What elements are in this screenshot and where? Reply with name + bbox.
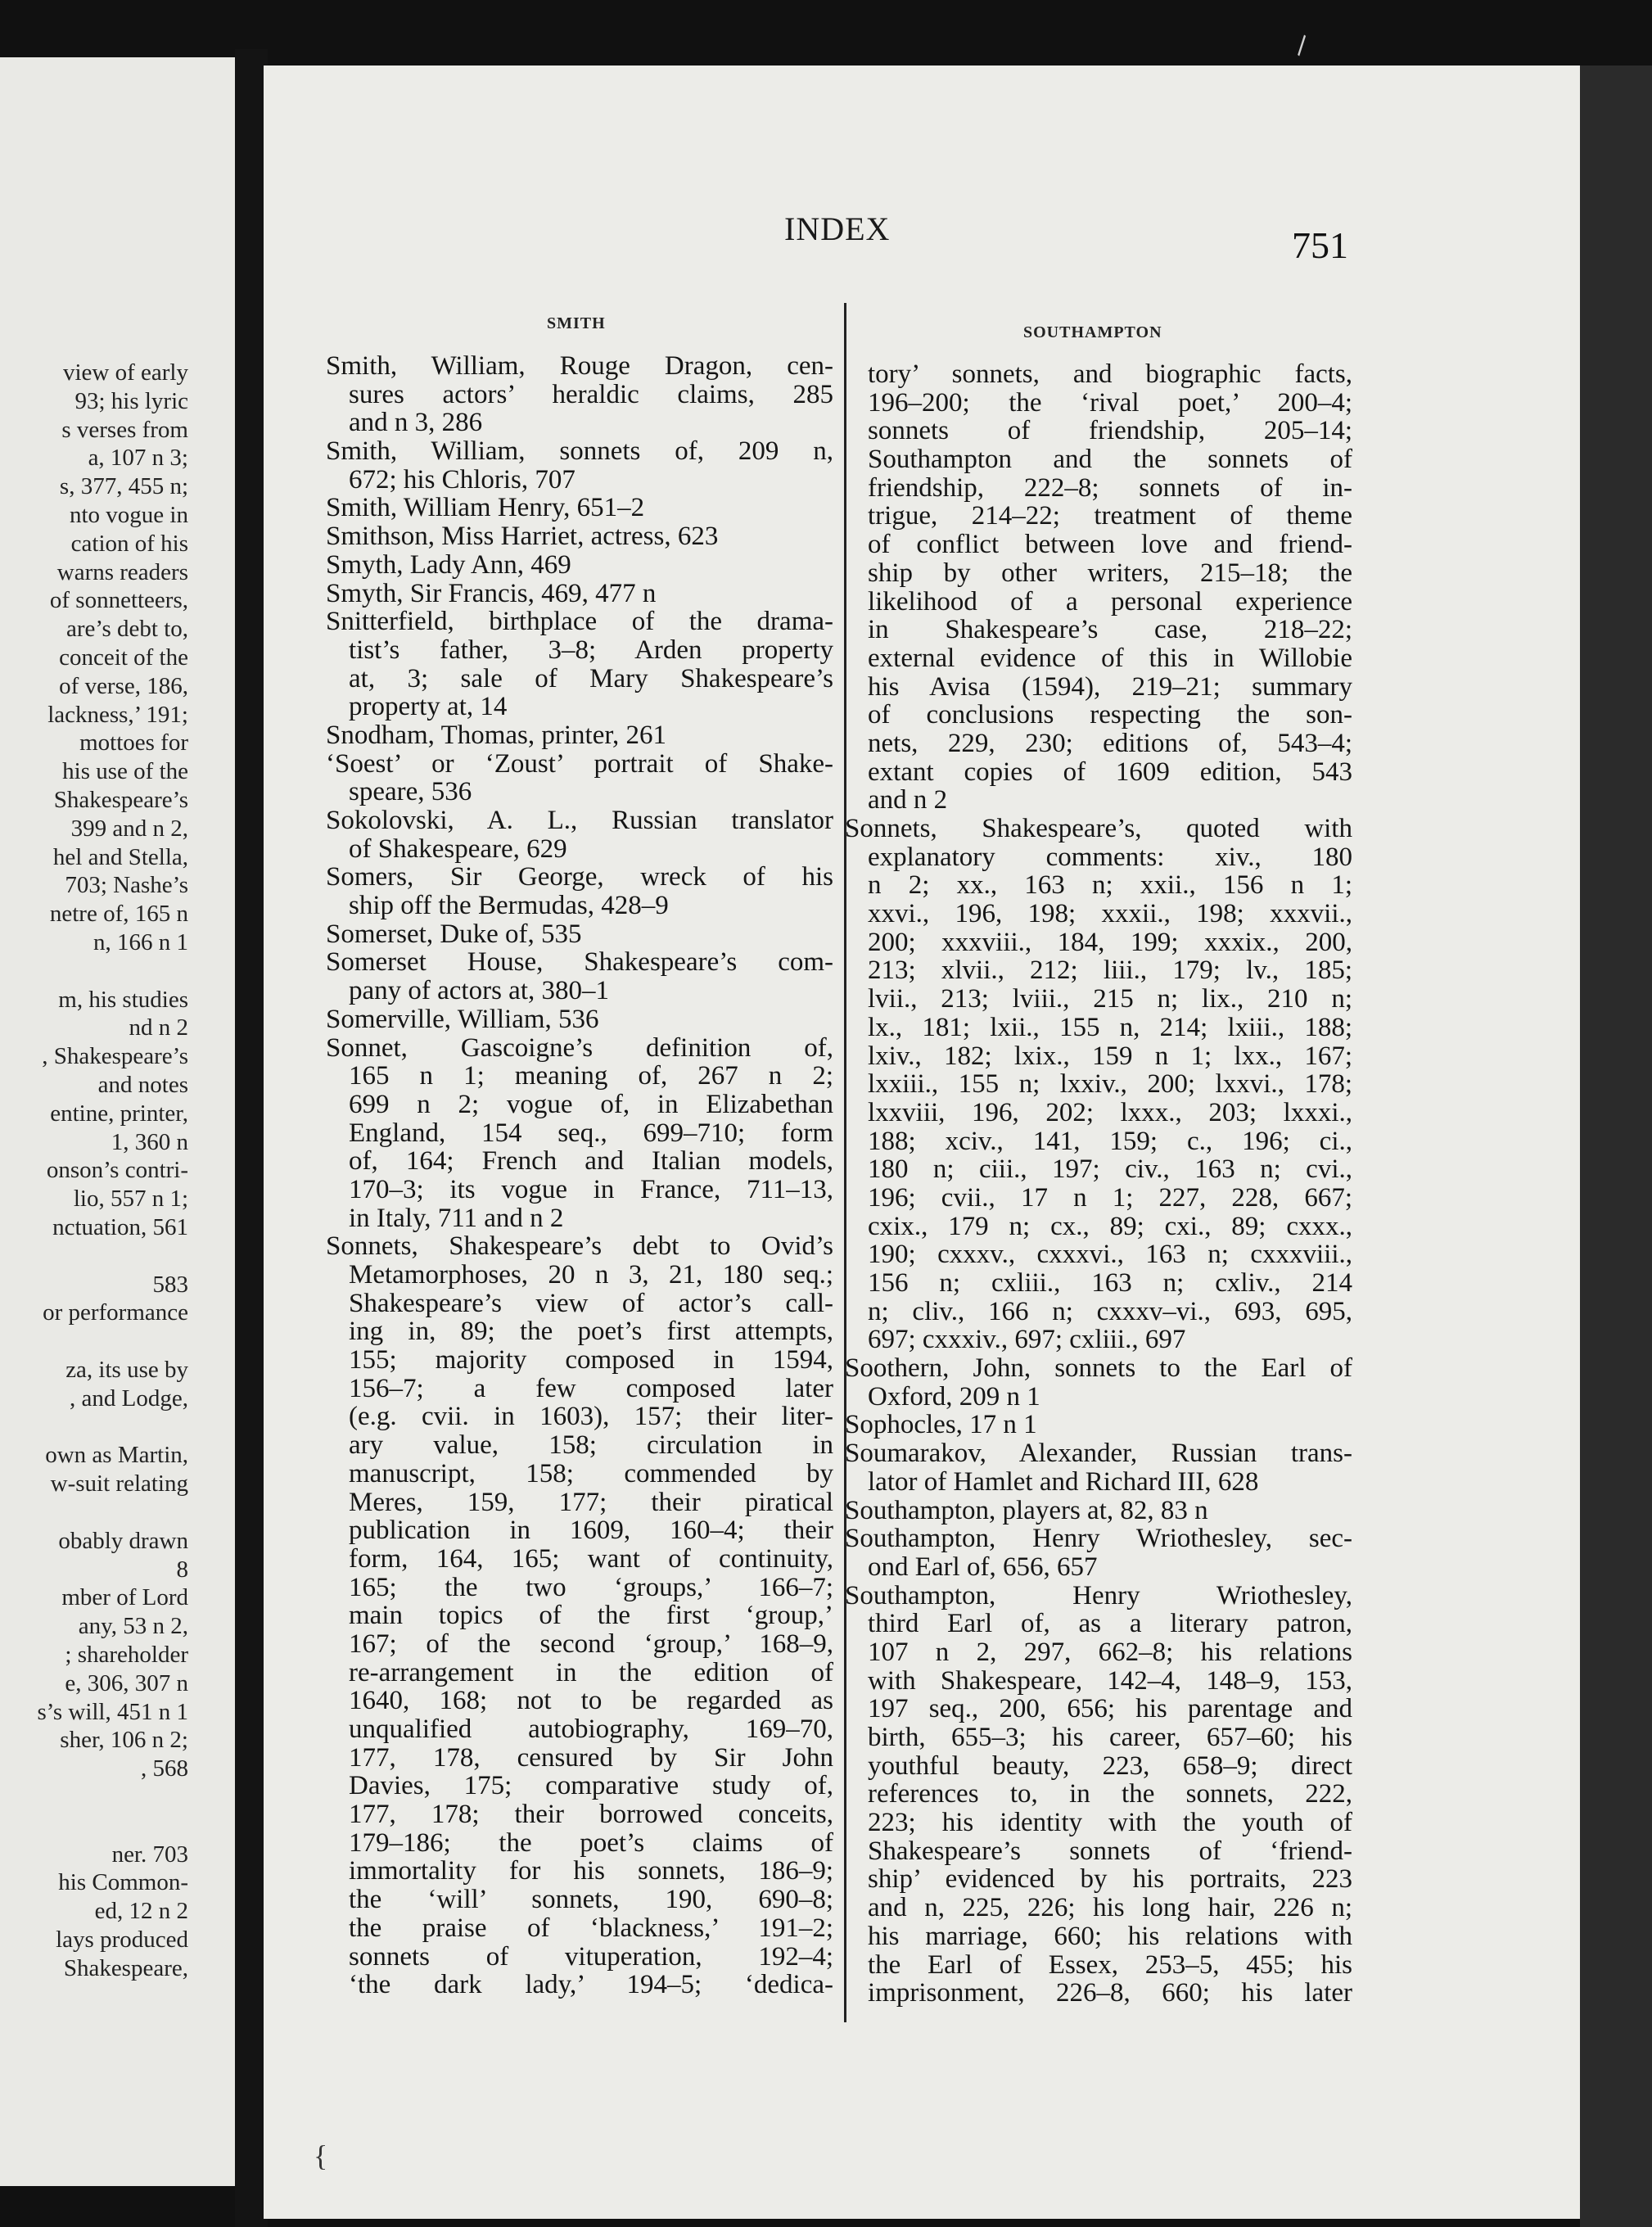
index-entry-line: Sophocles, 17 n 1 <box>845 1410 1037 1440</box>
left-page-text-line: conceit of the <box>59 644 188 671</box>
index-entry-line: Smyth, Lady Ann, 469 <box>326 549 571 580</box>
index-entry-line: lxiv., 182; lxix., 159 n 1; lxx., 167; <box>868 1041 1352 1071</box>
index-entry-line: of, 164; French and Italian models, <box>349 1146 833 1177</box>
index-entry-line: his Avisa (1594), 219–21; summary <box>868 671 1352 702</box>
index-entry-line: 156–7; a few composed later <box>349 1373 833 1403</box>
index-entry-line: third Earl of, as a literary patron, <box>868 1609 1352 1639</box>
left-page-text-line: , Shakespeare’s <box>42 1043 188 1070</box>
index-entry-line: tory’ sonnets, and biographic facts, <box>868 359 1352 389</box>
index-entry-line: Smith, William, Rouge Dragon, cen- <box>326 351 833 381</box>
index-entry-line: Smyth, Sir Francis, 469, 477 n <box>326 578 657 608</box>
index-entry-line: Davies, 175; comparative study of, <box>349 1771 833 1801</box>
index-entry-line: tist’s father, 3–8; Arden property <box>349 635 833 665</box>
left-page-text-line: entine, printer, <box>50 1100 188 1127</box>
left-page-text-line: or performance <box>43 1299 188 1326</box>
index-entry-line: extant copies of 1609 edition, 543 <box>868 757 1352 787</box>
left-page-text-line: ; shareholder <box>65 1642 188 1668</box>
page-edge-shadow <box>1580 66 1652 2227</box>
left-page-text-line: a, 107 n 3; <box>88 445 188 472</box>
left-page-text-line: za, its use by <box>65 1357 188 1383</box>
index-entry-line: likelihood of a personal experience <box>868 586 1352 617</box>
index-entry-line: and n 2 <box>868 785 948 815</box>
left-page-text-line: Shakespeare’s <box>53 787 188 813</box>
index-entry-line: 170–3; its vogue in France, 711–13, <box>349 1174 833 1204</box>
index-entry-line: Somerville, William, 536 <box>326 1004 599 1034</box>
index-entry-line: 167; of the second ‘group,’ 168–9, <box>349 1628 833 1659</box>
index-entry-line: Soumarakov, Alexander, Russian trans- <box>845 1439 1352 1469</box>
left-page-text-line: cation of his <box>70 530 188 557</box>
left-page-text-line: w-suit relating <box>50 1470 188 1497</box>
index-entry-line: 672; his Chloris, 707 <box>349 464 575 495</box>
left-page-text-line: nctuation, 561 <box>52 1214 188 1240</box>
left-page-text-line: view of early <box>63 359 188 386</box>
index-entry-line: 155; majority composed in 1594, <box>349 1345 833 1376</box>
left-page-text-line: 93; his lyric <box>74 387 188 414</box>
index-entry-line: and n, 225, 226; his long hair, 226 n; <box>868 1893 1352 1923</box>
index-entry-line: Soothern, John, sonnets to the Earl of <box>845 1353 1352 1384</box>
index-entry-line: with Shakespeare, 142–4, 148–9, 153, <box>868 1665 1352 1696</box>
left-page-text-line: 399 and n 2, <box>70 815 188 842</box>
index-entry-line: 213; xlvii., 212; liii., 179; lv., 185; <box>868 955 1352 986</box>
index-entry-line: sonnets of vituperation, 192–4; <box>349 1941 833 1972</box>
left-page-text-line: obably drawn <box>58 1527 188 1554</box>
left-page-text-line: n, 166 n 1 <box>93 929 188 955</box>
left-page-fragment <box>0 57 237 2186</box>
left-page-text-line: 703; Nashe’s <box>65 872 188 899</box>
index-entry-line: Somerset, Duke of, 535 <box>326 919 582 949</box>
index-entry-line: Smithson, Miss Harriet, actress, 623 <box>326 522 719 552</box>
left-page-text-line: lio, 557 n 1; <box>73 1186 188 1213</box>
index-entry-line: Metamorphoses, 20 n 3, 21, 180 seq.; <box>349 1260 833 1290</box>
index-entry-line: youthful beauty, 223, 658–9; direct <box>868 1750 1352 1781</box>
left-page-text-line: 583 <box>152 1271 188 1298</box>
index-entry-line: Smith, William, sonnets of, 209 n, <box>326 436 833 467</box>
index-entry-line: Sonnets, Shakespeare’s debt to Ovid’s <box>326 1231 833 1262</box>
index-entry-line: ship off the Bermudas, 428–9 <box>349 891 669 921</box>
index-entry-line: 180 n; ciii., 197; civ., 163 n; cvi., <box>868 1154 1352 1185</box>
index-entry-line: 177, 178, censured by Sir John <box>349 1742 833 1773</box>
index-entry-line: publication in 1609, 160–4; their <box>349 1516 833 1546</box>
index-entry-line: 197 seq., 200, 656; his parentage and <box>868 1694 1352 1724</box>
left-page-text-line: warns readers <box>56 558 188 585</box>
left-page-text-line: his use of the <box>62 758 188 785</box>
left-page-text-line: ed, 12 n 2 <box>94 1898 188 1925</box>
index-entry-line: Snodham, Thomas, printer, 261 <box>326 720 667 750</box>
index-entry-line: 177, 178; their borrowed conceits, <box>349 1800 833 1830</box>
left-page-text-line: Shakespeare, <box>63 1954 188 1981</box>
left-page-text-line: , and Lodge, <box>70 1385 188 1412</box>
index-entry-line: lvii., 213; lviii., 215 n; lix., 210 n; <box>868 984 1352 1014</box>
index-entry-line: 165; the two ‘groups,’ 166–7; <box>349 1572 833 1602</box>
left-page-text-line: of verse, 186, <box>59 672 188 699</box>
index-entry-line: pany of actors at, 380–1 <box>349 976 609 1006</box>
page-header-title: INDEX <box>784 210 891 247</box>
left-page-text-line: own as Martin, <box>45 1442 188 1469</box>
left-page-text-line: netre of, 165 n <box>49 901 188 928</box>
left-index-column <box>326 352 833 1999</box>
index-entry-line: Shakespeare’s sonnets of ‘friend- <box>868 1836 1352 1866</box>
index-entry-line: n; cliv., 166 n; cxxxv–vi., 693, 695, <box>868 1296 1352 1326</box>
left-page-text-line: and notes <box>97 1072 188 1098</box>
scan-corner-mark: \ <box>1289 31 1314 60</box>
left-page-text-line: nd n 2 <box>129 1014 188 1041</box>
index-entry-line: Shakespeare’s view of actor’s call- <box>349 1288 833 1318</box>
index-entry-line: the Earl of Essex, 253–5, 455; his <box>868 1949 1352 1980</box>
index-entry-line: main topics of the first ‘group,’ <box>349 1601 833 1631</box>
index-entry-line: imprisonment, 226–8, 660; his later <box>868 1978 1352 2008</box>
index-entry-line: ing in, 89; the poet’s first attempts, <box>349 1317 833 1347</box>
index-entry-line: Meres, 159, 177; their piratical <box>349 1487 833 1517</box>
index-entry-line: in Italy, 711 and n 2 <box>349 1203 564 1233</box>
index-entry-line: ‘the dark lady,’ 194–5; ‘dedica- <box>349 1970 833 2000</box>
left-page-text-line: s verses from <box>61 416 188 443</box>
page-number: 751 <box>1292 224 1348 266</box>
index-entry-line: form, 164, 165; want of continuity, <box>349 1543 833 1574</box>
index-entry-line: the ‘will’ sonnets, 190, 690–8; <box>349 1885 833 1915</box>
index-entry-line: Smith, William Henry, 651–2 <box>326 493 645 523</box>
page-gutter <box>235 49 268 2227</box>
index-entry-line: Southampton, Henry Wriothesley, sec- <box>845 1524 1352 1554</box>
index-entry-line: 188; xciv., 141, 159; c., 196; ci., <box>868 1126 1352 1156</box>
index-entry-line: of Shakespeare, 629 <box>349 833 567 864</box>
index-entry-line: 223; his identity with the youth of <box>868 1808 1352 1838</box>
left-page-text-line: nto vogue in <box>70 502 188 528</box>
left-page-text-line: are’s debt to, <box>66 616 188 643</box>
index-entry-line: ‘Soest’ or ‘Zoust’ portrait of Shake- <box>326 748 833 779</box>
right-index-column <box>845 360 1352 2008</box>
left-page-text-line: e, 306, 307 n <box>65 1669 188 1696</box>
index-entry-line: external evidence of this in Willobie <box>868 643 1352 673</box>
index-entry-line: Oxford, 209 n 1 <box>868 1381 1040 1412</box>
left-page-text-line: 1, 360 n <box>111 1128 188 1155</box>
index-entry-line: nets, 229, 230; editions of, 543–4; <box>868 728 1352 758</box>
left-page-text-line: , 568 <box>141 1755 188 1782</box>
left-page-text-line: mber of Lord <box>61 1584 188 1611</box>
index-entry-line: 196; cvii., 17 n 1; 227, 228, 667; <box>868 1182 1352 1213</box>
left-page-text-line: any, 53 n 2, <box>78 1613 188 1640</box>
index-entry-line: sonnets of friendship, 205–14; <box>868 416 1352 446</box>
index-entry-line: speare, 536 <box>349 777 472 807</box>
left-page-text-line: onson’s contri- <box>46 1157 188 1184</box>
index-entry-line: (e.g. cvii. in 1603), 157; their liter- <box>349 1402 833 1432</box>
left-page-text-line: hel and Stella, <box>52 843 188 870</box>
left-page-text-line: his Common- <box>58 1869 188 1896</box>
index-entry-line: ship by other writers, 215–18; the <box>868 558 1352 588</box>
left-page-text-line: of sonnetteers, <box>49 587 188 614</box>
index-entry-line: 697; cxxxiv., 697; cxliii., 697 <box>868 1325 1186 1355</box>
index-entry-line: friendship, 222–8; sonnets of in- <box>868 472 1352 503</box>
left-page-text-line: 8 <box>176 1556 188 1583</box>
index-entry-line: 190; cxxxv., cxxxvi., 163 n; cxxxviii., <box>868 1240 1352 1270</box>
left-page-text-line: lackness,’ 191; <box>47 701 188 728</box>
index-entry-line: re-arrangement in the edition of <box>349 1657 833 1687</box>
left-page-text-line: sher, 106 n 2; <box>60 1727 188 1754</box>
index-entry-line: at, 3; sale of Mary Shakespeare’s <box>349 663 833 693</box>
index-entry-line: ship’ evidenced by his portraits, 223 <box>868 1864 1352 1895</box>
index-entry-line: of conclusions respecting the son- <box>868 700 1352 730</box>
index-entry-line: 179–186; the poet’s claims of <box>349 1827 833 1858</box>
left-page-text-line: ner. 703 <box>111 1841 188 1868</box>
index-entry-line: lx., 181; lxii., 155 n, 214; lxiii., 188; <box>868 1012 1352 1042</box>
index-entry-line: Sokolovski, A. L., Russian translator <box>326 806 833 835</box>
index-entry-line: Somers, Sir George, wreck of his <box>326 862 833 892</box>
index-entry-line: ary value, 158; circulation in <box>349 1430 833 1461</box>
index-entry-line: Southampton and the sonnets of <box>868 445 1352 475</box>
index-entry-line: explanatory comments: xiv., 180 <box>868 842 1352 872</box>
index-entry-line: Snitterfield, birthplace of the drama- <box>326 607 833 637</box>
index-entry-line: lator of Hamlet and Richard III, 628 <box>868 1466 1259 1497</box>
index-entry-line: Southampton, Henry Wriothesley, <box>845 1580 1352 1610</box>
index-entry-line: n 2; xx., 163 n; xxii., 156 n 1; <box>868 870 1352 901</box>
index-entry-line: cxix., 179 n; cx., 89; cxi., 89; cxxx., <box>868 1211 1352 1241</box>
index-entry-line: England, 154 seq., 699–710; form <box>349 1118 833 1148</box>
left-page-text-line: mottoes for <box>79 730 188 757</box>
left-page-text-line: m, his studies <box>58 986 188 1013</box>
index-entry-line: lxxviii, 196, 202; lxxx., 203; lxxxi., <box>868 1097 1352 1127</box>
index-entry-line: immortality for his sonnets, 186–9; <box>349 1856 833 1886</box>
left-page-text-line: s’s will, 451 n 1 <box>37 1698 188 1725</box>
index-entry-line: property at, 14 <box>349 692 508 722</box>
index-entry-line: 107 n 2, 297, 662–8; his relations <box>868 1637 1352 1667</box>
index-entry-line: xxvi., 196, 198; xxxii., 198; xxxvii., <box>868 899 1352 929</box>
bottom-margin-mark: { <box>314 2139 328 2172</box>
index-entry-line: 1640, 168; not to be regarded as <box>349 1686 833 1716</box>
index-entry-line: 196–200; the ‘rival poet,’ 200–4; <box>868 387 1352 418</box>
index-entry-line: 200; xxxviii., 184, 199; xxxix., 200, <box>868 927 1352 957</box>
index-entry-line: Sonnet, Gascoigne’s definition of, <box>326 1032 833 1063</box>
index-entry-line: 156 n; cxliii., 163 n; cxliv., 214 <box>868 1268 1352 1298</box>
index-entry-line: in Shakespeare’s case, 218–22; <box>868 615 1352 645</box>
left-page-text-line: s, 377, 455 n; <box>59 473 188 500</box>
index-entry-line: 165 n 1; meaning of, 267 n 2; <box>349 1061 833 1091</box>
index-entry-line: Sonnets, Shakespeare’s, quoted with <box>845 814 1352 843</box>
index-entry-line: sures actors’ heraldic claims, 285 <box>349 379 833 409</box>
index-entry-line: Southampton, players at, 82, 83 n <box>845 1495 1208 1525</box>
index-entry-line: unqualified autobiography, 169–70, <box>349 1714 833 1744</box>
index-entry-line: references to, in the sonnets, 222, <box>868 1779 1352 1809</box>
index-entry-line: 699 n 2; vogue of, in Elizabethan <box>349 1089 833 1119</box>
left-column-guide-word: SMITH <box>547 314 606 332</box>
index-entry-line: and n 3, 286 <box>349 408 483 438</box>
index-entry-line: the praise of ‘blackness,’ 191–2; <box>349 1913 833 1943</box>
index-entry-line: his marriage, 660; his relations with <box>868 1921 1352 1951</box>
index-entry-line: Somerset House, Shakespeare’s com- <box>326 947 833 978</box>
right-column-guide-word: SOUTHAMPTON <box>1023 323 1162 341</box>
index-entry-line: of conflict between love and friend- <box>868 530 1352 560</box>
left-page-text-line: lays produced <box>56 1927 188 1953</box>
index-entry-line: manuscript, 158; commended by <box>349 1458 833 1488</box>
index-entry-line: ond Earl of, 656, 657 <box>868 1552 1098 1582</box>
index-entry-line: birth, 655–3; his career, 657–60; his <box>868 1723 1352 1752</box>
index-entry-line: trigue, 214–22; treatment of theme <box>868 501 1352 531</box>
index-entry-line: lxxiii., 155 n; lxxiv., 200; lxxvi., 178; <box>868 1069 1352 1100</box>
